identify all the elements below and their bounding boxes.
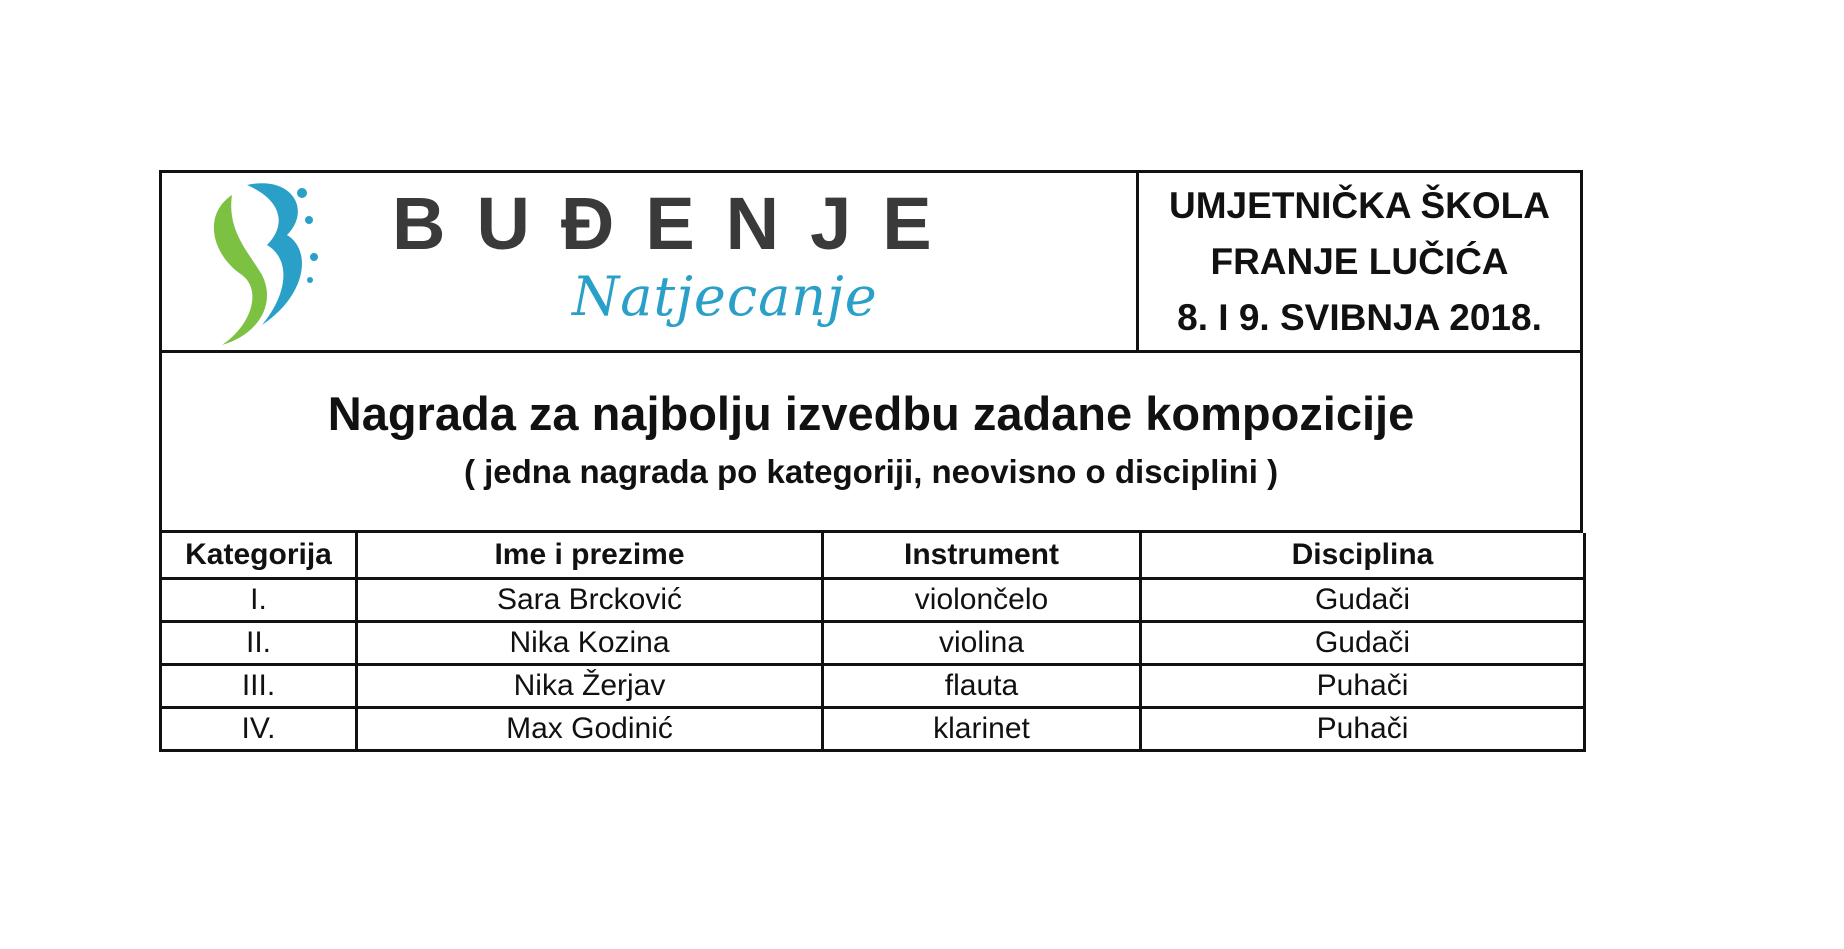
cell-kategorija: I. [161, 579, 357, 622]
header-instrument: Instrument [823, 533, 1141, 579]
cell-disciplina: Gudači [1141, 622, 1585, 665]
school-info [1136, 173, 1580, 350]
cell-instrument: klarinet [823, 708, 1141, 751]
table-row [161, 622, 1585, 665]
cell-disciplina: Gudači [1141, 579, 1585, 622]
award-title: Nagrada za najbolju izvedbu zadane kompozicije [327, 387, 1415, 440]
cell-instrument: violina [823, 622, 1141, 665]
header-ime-i-prezime: Ime i prezime [357, 533, 823, 579]
school-name-line-2: FRANJE LUČIĆA [1210, 240, 1509, 282]
header-disciplina: Disciplina [1141, 533, 1585, 579]
table-row [161, 579, 1585, 622]
brand-name: BUĐENJE [392, 182, 963, 265]
cell-kategorija: IV. [161, 708, 357, 751]
table-row [161, 665, 1585, 708]
cell-disciplina: Puhači [1141, 665, 1585, 708]
cell-kategorija: II. [161, 622, 357, 665]
clef-logo-icon [192, 175, 332, 350]
cell-name: Nika Žerjav [357, 665, 823, 708]
cell-name: Nika Kozina [357, 622, 823, 665]
award-subtitle: ( jedna nagrada po kategoriji, neovisno o disciplini ) [463, 453, 1279, 490]
cell-instrument: flauta [823, 665, 1141, 708]
event-date: 8. I 9. SVIBNJA 2018. [1177, 296, 1542, 338]
award-title-block [159, 353, 1583, 533]
cell-disciplina: Puhači [1141, 708, 1585, 751]
cell-kategorija: III. [161, 665, 357, 708]
cell-name: Sara Brcković [357, 579, 823, 622]
document [159, 170, 1583, 752]
cell-name: Max Godinić [357, 708, 823, 751]
cell-instrument: violončelo [823, 579, 1141, 622]
results-table [159, 533, 1586, 752]
header-row [159, 170, 1583, 353]
brand-subtitle: Natjecanje [572, 265, 878, 328]
table-header-row [161, 533, 1585, 579]
school-name-line-1: UMJETNIČKA ŠKOLA [1169, 184, 1550, 226]
competition-logo [162, 173, 1140, 350]
header-kategorija: Kategorija [161, 533, 357, 579]
table-row [161, 708, 1585, 751]
